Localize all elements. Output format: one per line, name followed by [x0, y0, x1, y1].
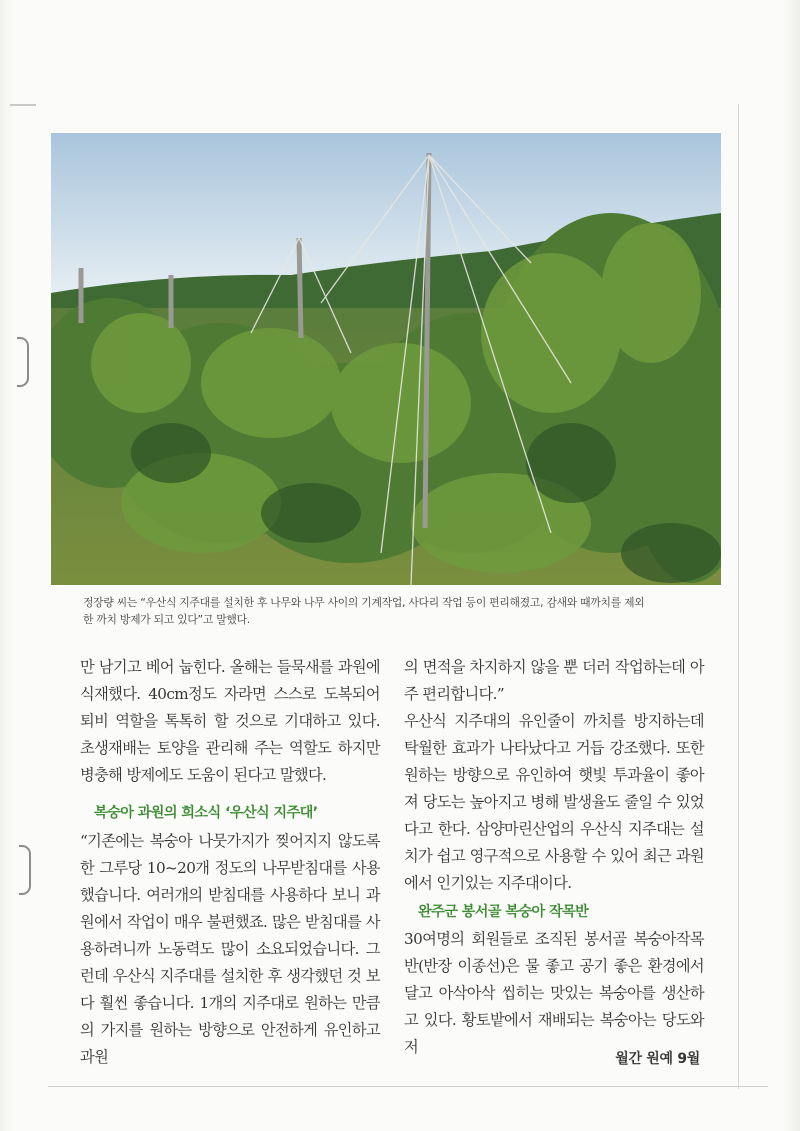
photo-caption — [83, 594, 723, 628]
binder-hole-bottom — [19, 845, 31, 895]
bottom-rule — [48, 1086, 768, 1087]
right-paragraph-2: 우산식 지주대의 유인줄이 까치를 방지하는데 탁월한 효과가 나타났다고 거듭 강조했다. 또한 원하는 방향으로 유인하여 햇빛 투과율이 좋아져 당도는 높아지고 병해 발생율도 줄일 수 있었다고 한다. 삼양마린산업의 우산식 지주대는 설치가 쉽고 영구적으로 사용할 수 있어 최근 과원에서 인기있는 지주대이다. — [404, 712, 704, 892]
page-footer: 월간 원예 9월 — [615, 1051, 700, 1067]
caption-line-2: 한 까치 방제가 되고 있다”고 말했다. — [83, 613, 250, 626]
right-paragraph-3: 30여명의 회원들로 조직된 봉서골 복숭아작목반(반장 이종선)은 물 좋고 공기 좋은 환경에서 달고 아삭아삭 씹히는 맛있는 복숭아를 생산하고 있다. 황토밭에서 재배되는 복숭아는 당도와 저 — [404, 930, 704, 1056]
section-heading-wanju-peach: 완주군 봉서골 복숭아 작목반 — [418, 904, 589, 920]
left-paragraph-2: “기존에는 복숭아 나뭇가지가 찢어지지 않도록 한 그루당 10~20개 정도의 나무받침대를 사용했습니다. 여러개의 받침대를 사용하다 보니 과원에서 작업이 매우 불편했죠. 많은 받침대를 사용하려니까 노동력도 많이 소요되었습니다. 그런데 우산식 지주대를 설치한 후 생각했던 것 보다 훨씬 좋습니다. 1개의 지주대로 원하는 만큼의 가지를 원하는 방향으로 안전하게 유인하고 과원 — [80, 832, 380, 1066]
right-paragraph-1: 의 면적을 차지하지 않을 뿐 더러 작업하는데 아주 편리합니다.” — [404, 658, 704, 703]
orchard-illustration — [51, 133, 721, 585]
page-mark — [10, 104, 36, 106]
orchard-photo — [51, 133, 721, 585]
section-heading-umbrella-support: 복숭아 과원의 희소식 ‘우산식 지주대’ — [94, 805, 318, 821]
page-edge-rule — [738, 104, 739, 1089]
caption-line-1: 정장량 씨는 “우산식 지주대를 설치한 후 나무와 나무 사이의 기계작업, 사다리 작업 등이 편리해졌고, 감새와 때까치를 제외 — [83, 596, 645, 609]
left-paragraph-1: 만 남기고 베어 눕힌다. 올해는 들묵새를 과원에 식재했다. 40cm정도 자라면 스스로 도복되어 퇴비 역할을 톡톡히 할 것으로 기대하고 있다. 초생재배는 토양을 관리해 주는 역할도 하지만 병충해 방제에도 도움이 된다고 말했다. — [80, 658, 380, 784]
binder-hole-top — [17, 337, 29, 387]
